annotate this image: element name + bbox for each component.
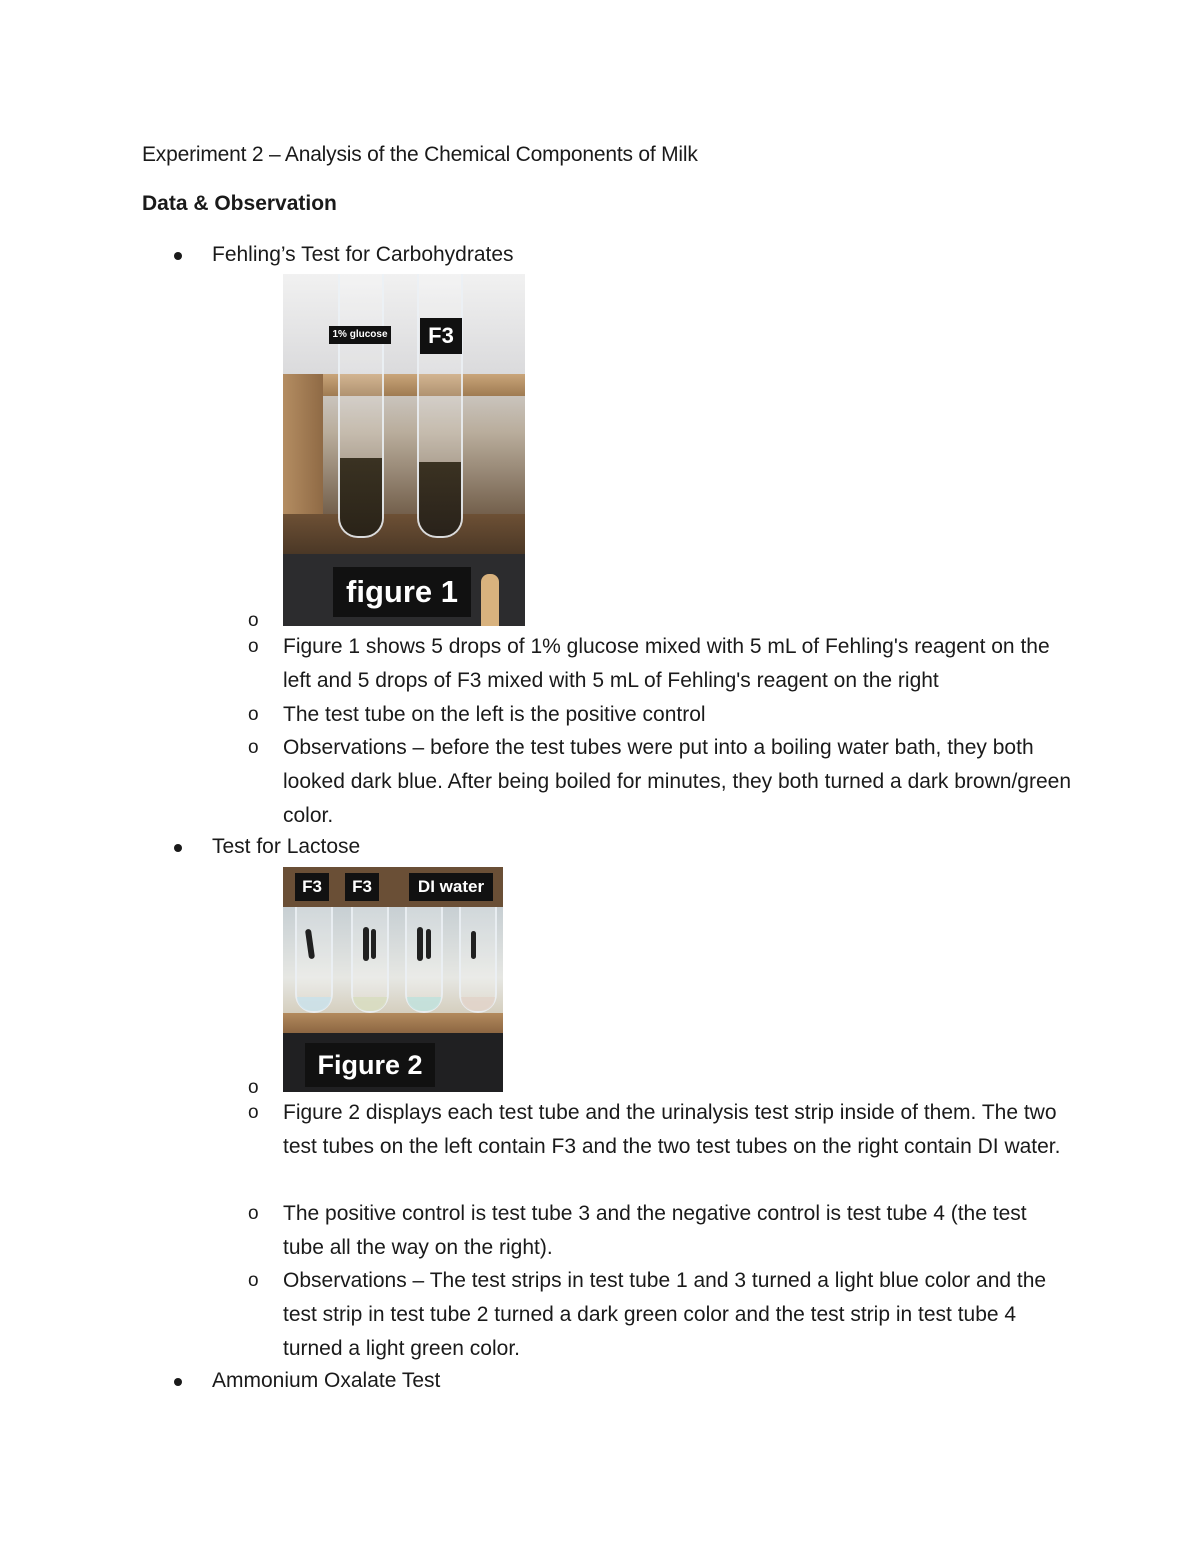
list-marker: o (248, 704, 259, 725)
test-tube-left (338, 274, 384, 538)
figure-2-label-f3-b: F3 (345, 873, 379, 901)
list-item: Observations – The test strips in test tube 1 and 3 turned a light blue color and the test strip in test tube 2 turned a dark green color and the test strip in test tube 4 turned a light green color. (283, 1269, 1047, 1360)
section-heading: Data & Observation (142, 192, 337, 215)
list-item: Figure 1 shows 5 drops of 1% glucose mixed with 5 mL of Fehling's reagent on the left and 5 drops of F3 mixed with 5 mL of Fehling's reagent on the right (283, 635, 1050, 692)
list-item: The positive control is test tube 3 and the negative control is test tube 4 (the test tube all the way on the right). (283, 1202, 1027, 1259)
test-tube-right (417, 274, 463, 538)
list-marker: o (248, 1077, 259, 1098)
test-tube-3 (405, 907, 443, 1013)
bullet-icon (174, 1378, 182, 1386)
list-item: The test tube on the left is the positive control (283, 703, 706, 726)
test-tube-4 (459, 907, 497, 1013)
figure-2-label-f3-a: F3 (295, 873, 329, 901)
section-title-fehling: Fehling’s Test for Carbohydrates (212, 243, 514, 266)
bullet-icon (174, 844, 182, 852)
list-marker: o (248, 1270, 259, 1291)
list-marker: o (248, 737, 259, 758)
section-title-lactose: Test for Lactose (212, 835, 361, 858)
list-item: Observations – before the test tubes were put into a boiling water bath, they both looked dark blue. After being boiled for minutes, they both turned a dark brown/green color. (283, 736, 1071, 827)
bullet-icon (174, 252, 182, 260)
list-marker: o (248, 636, 259, 657)
figure-2-label-di-water: DI water (409, 873, 493, 901)
list-marker: o (248, 1102, 259, 1123)
figure-2-caption: Figure 2 (305, 1043, 435, 1087)
section-title-ammonium-oxalate: Ammonium Oxalate Test (212, 1369, 441, 1392)
figure-1-photo (283, 274, 525, 626)
test-tube-2 (351, 907, 389, 1013)
list-item: Figure 2 displays each test tube and the urinalysis test strip inside of them. The two test tubes on the left contain F3 and the two test tubes on the right contain DI water. (283, 1101, 1061, 1158)
figure-1-label-f3: F3 (420, 318, 462, 354)
list-marker: o (248, 1203, 259, 1224)
figure-2-photo (283, 867, 503, 1092)
figure-1-caption: figure 1 (333, 567, 471, 617)
list-marker: o (248, 610, 259, 631)
figure-1-label-glucose: 1% glucose (329, 326, 391, 344)
document-title: Experiment 2 – Analysis of the Chemical Components of Milk (142, 143, 698, 166)
test-tube-1 (295, 907, 333, 1013)
